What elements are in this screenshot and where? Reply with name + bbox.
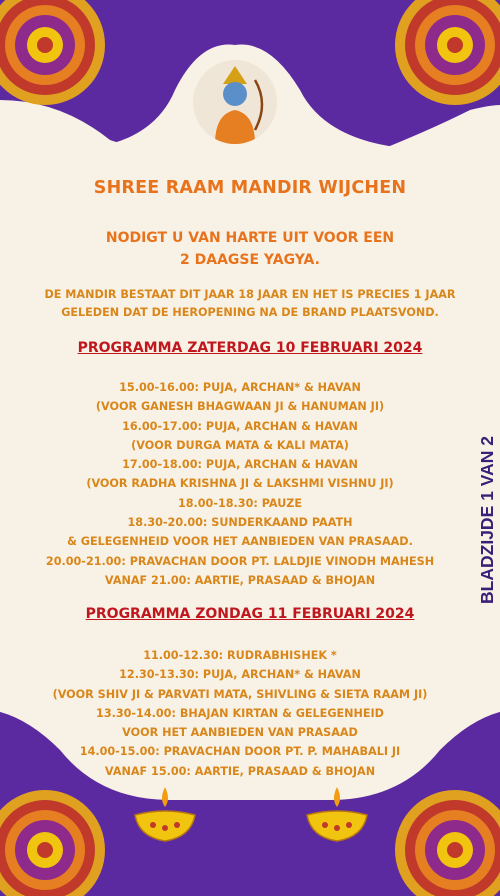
- svg-text:BLADZIJDE 1 VAN 2: BLADZIJDE 1 VAN 2: [477, 436, 497, 604]
- intro-line-1: DE MANDIR BESTAAT DIT JAAR 18 JAAR EN HET IS PRECIES 1 JAAR: [44, 288, 456, 301]
- program-line: VANAF 21.00: AARTIE, PRASAAD & BHOJAN: [104, 573, 376, 587]
- invite-line-1: NODIGT U VAN HARTE UIT VOOR EEN: [105, 230, 395, 246]
- program-line: 11.00-12.30: RUDRABHISHEK *: [143, 649, 337, 662]
- invite-line-2: 2 DAAGSE YAGYA.: [180, 252, 320, 268]
- program-line: 20.00-21.00: PRAVACHAN DOOR PT. LALDJIE VINODH MAHESH: [45, 554, 435, 568]
- program-line: 12.30-13.30: PUJA, ARCHAN* & HAVAN: [119, 668, 361, 682]
- program-line: 18.00-18.30: PAUZE: [177, 496, 303, 510]
- intro-line-2: GELEDEN DAT DE HEROPENING NA DE BRAND PLAATSVOND.: [61, 306, 439, 319]
- program-line: (VOOR DURGA MATA & KALI MATA): [131, 438, 349, 452]
- side-label: [472, 412, 500, 628]
- program-line: 15.00-16.00: PUJA, ARCHAN* & HAVAN: [119, 381, 361, 394]
- program-line: (VOOR GANESH BHAGWAAN JI & HANUMAN JI): [95, 400, 385, 414]
- page-title: SHREE RAAM MANDIR WIJCHEN: [93, 178, 407, 198]
- saturday-heading: PROGRAMMA ZATERDAG 10 FEBRUARI 2024: [77, 340, 423, 356]
- sunday-heading: PROGRAMMA ZONDAG 11 FEBRUARI 2024: [85, 606, 415, 622]
- program-line: 13.30-14.00: BHAJAN KIRTAN & GELEGENHEID: [96, 706, 384, 720]
- program-line: & GELEGENHEID VOOR HET AANBIEDEN VAN PRASAAD.: [67, 535, 413, 549]
- program-line: 14.00-15.00: PRAVACHAN DOOR PT. P. MAHABALI JI: [79, 745, 401, 759]
- program-line: 17.00-18.00: PUJA, ARCHAN & HAVAN: [122, 458, 358, 472]
- program-line: VOOR HET AANBIEDEN VAN PRASAAD: [122, 726, 358, 740]
- program-line: 16.00-17.00: PUJA, ARCHAN & HAVAN: [122, 419, 358, 433]
- program-line: 18.30-20.00: SUNDERKAAND PAATH: [127, 516, 353, 530]
- program-line: VANAF 15.00: AARTIE, PRASAAD & BHOJAN: [104, 764, 376, 778]
- program-line: (VOOR SHIV JI & PARVATI MATA, SHIVLING & SIETA RAAM JI): [52, 687, 428, 701]
- program-line: (VOOR RADHA KRISHNA JI & LAKSHMI VISHNU JI): [86, 477, 394, 491]
